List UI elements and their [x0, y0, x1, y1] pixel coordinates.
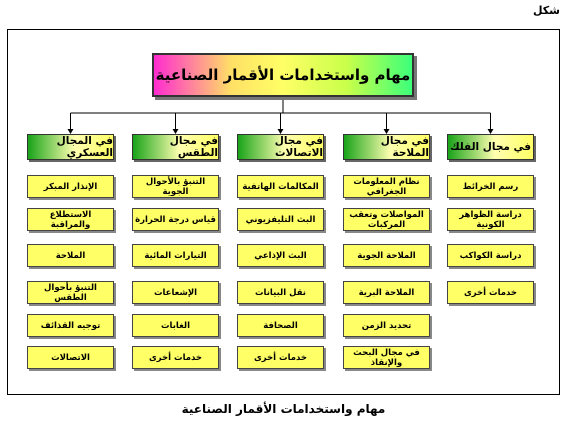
list-item: نظام المعلومات الجغرافي [343, 175, 430, 198]
list-item: الاستطلاع والمراقبة [27, 208, 114, 231]
list-item: خدمات أخرى [132, 346, 219, 369]
list-item: رسم الخرائط [447, 175, 534, 198]
list-item: البث التليفزيوني [237, 208, 324, 231]
list-item: التنبؤ بأحوال الطقس [27, 281, 114, 304]
column-header-0: في مجال الفلك [447, 134, 534, 160]
column-header-4: في المجال العسكري [27, 134, 114, 160]
list-item: توجيه القذائف [27, 314, 114, 337]
figure-label: شكل [532, 4, 560, 17]
list-item: الملاحة الجوية [343, 244, 430, 267]
list-item: الغابات [132, 314, 219, 337]
list-item: الإشعاعات [132, 281, 219, 304]
column-header-1: في مجال الملاحة [343, 134, 430, 160]
list-item: نقل البيانات [237, 281, 324, 304]
column-header-3: في مجال الطقس [132, 134, 219, 160]
list-item: دراسة الكواكب [447, 244, 534, 267]
list-item: البث الإذاعي [237, 244, 324, 267]
list-item: دراسة الظواهر الكونية [447, 208, 534, 231]
list-item: الإنذار المبكر [27, 175, 114, 198]
list-item: الملاحة [27, 244, 114, 267]
list-item: التنبؤ بالأحوال الجوية [132, 175, 219, 198]
list-item: خدمات أخرى [447, 281, 534, 304]
column-header-2: في مجال الاتصالات [237, 134, 324, 160]
list-item: التيارات المائية [132, 244, 219, 267]
diagram-title: مهام واستخدامات الأقمار الصناعية [152, 53, 414, 97]
list-item: الاتصالات [27, 346, 114, 369]
figure-caption: مهام واستخدامات الأقمار الصناعية [181, 402, 386, 416]
list-item: المكالمات الهاتفية [237, 175, 324, 198]
list-item: الصحافة [237, 314, 324, 337]
list-item: الملاحة البرية [343, 281, 430, 304]
list-item: خدمات أخرى [237, 346, 324, 369]
list-item: قياس درجة الحرارة [132, 208, 219, 231]
list-item: في مجال البحث والإنقاذ [343, 346, 430, 369]
list-item: تحديد الزمن [343, 314, 430, 337]
list-item: المواصلات وتعقب المركبات [343, 208, 430, 231]
